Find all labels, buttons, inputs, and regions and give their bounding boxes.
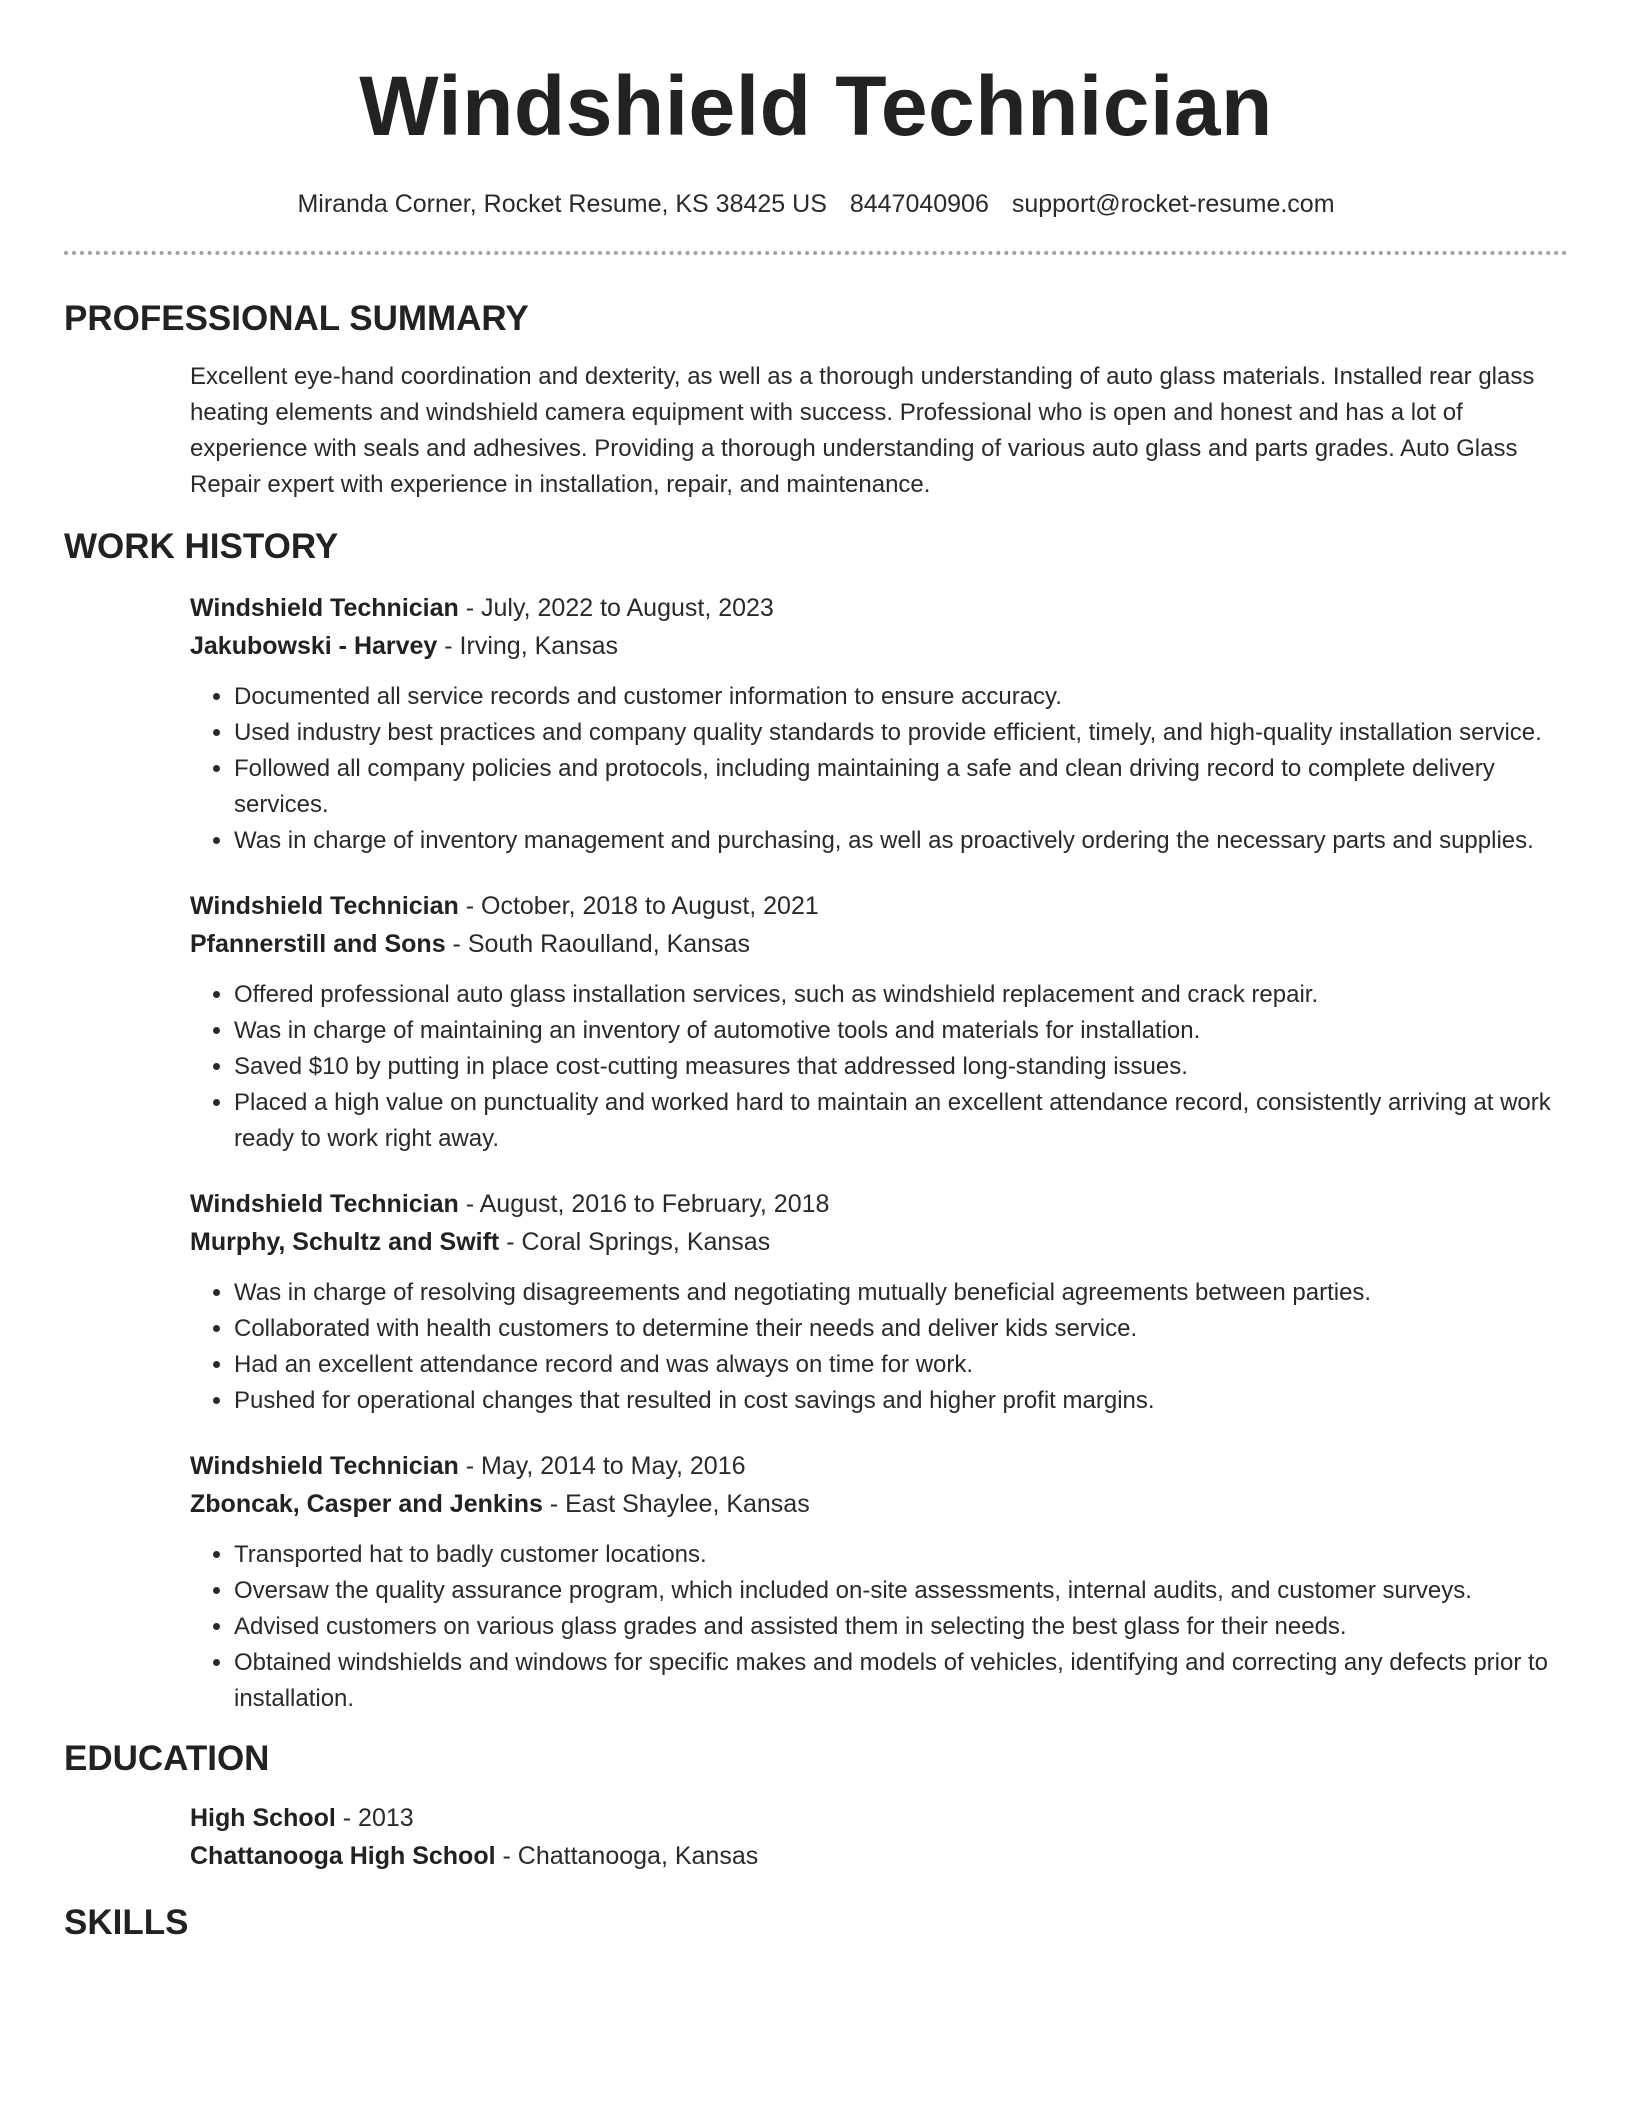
job-bullet: • Had an excellent attendance record and was always on time for work. <box>234 1347 1568 1383</box>
education-degree-line <box>190 1799 1568 1837</box>
job-title: Windshield Technician <box>190 594 459 622</box>
job-bullet: • Pushed for operational changes that resulted in cost savings and higher profit margins. <box>234 1383 1568 1419</box>
job-bullet: • Followed all company policies and protocols, including maintaining a safe and clean driving record to complete delivery services. <box>234 751 1568 823</box>
section-heading-summary: PROFESSIONAL SUMMARY <box>64 299 529 338</box>
job-bullet: • Saved $10 by putting in place cost-cutting measures that addressed long-standing issues. <box>234 1049 1568 1085</box>
work-history-list <box>64 589 1568 1717</box>
job-bullets <box>190 679 1568 859</box>
job-bullet: • Was in charge of maintaining an inventory of automotive tools and materials for installation. <box>234 1013 1568 1049</box>
job-entry <box>190 589 1568 859</box>
job-entry <box>190 887 1568 1157</box>
job-company: Pfannerstill and Sons <box>190 930 446 958</box>
contact-line <box>64 190 1568 219</box>
education-location: - Chattanooga, Kansas <box>495 1842 759 1870</box>
resume-title: Windshield Technician <box>359 59 1273 153</box>
job-bullets <box>190 1537 1568 1717</box>
job-company-line <box>190 1223 1568 1261</box>
job-location: - East Shaylee, Kansas <box>542 1490 810 1518</box>
job-bullet: • Oversaw the quality assurance program, which included on-site assessments, internal audits, and customer surveys. <box>234 1573 1568 1609</box>
job-bullet: • Placed a high value on punctuality and worked hard to maintain an excellent attendance record, consistently arriving at work ready to work right away. <box>234 1085 1568 1157</box>
job-title-line <box>190 589 1568 627</box>
job-title: Windshield Technician <box>190 892 459 920</box>
job-dates: - August, 2016 to February, 2018 <box>458 1190 830 1218</box>
job-bullet: • Advised customers on various glass grades and assisted them in selecting the best glass for their needs. <box>234 1609 1568 1645</box>
section-heading-education: EDUCATION <box>64 1739 270 1778</box>
job-bullet: • Collaborated with health customers to determine their needs and deliver kids service. <box>234 1311 1568 1347</box>
job-bullets <box>190 1275 1568 1419</box>
job-bullet: • Used industry best practices and company quality standards to provide efficient, timely, and high-quality installation service. <box>234 715 1568 751</box>
contact-phone: 8447040906 <box>849 190 989 218</box>
job-location: - South Raoulland, Kansas <box>445 930 750 958</box>
job-title: Windshield Technician <box>190 1190 459 1218</box>
job-dates: - July, 2022 to August, 2023 <box>458 594 774 622</box>
job-title: Windshield Technician <box>190 1452 459 1480</box>
job-company-line <box>190 925 1568 963</box>
section-heading-work-history: WORK HISTORY <box>64 527 339 566</box>
job-company: Zboncak, Casper and Jenkins <box>190 1490 543 1518</box>
summary-text: Excellent eye-hand coordination and dexterity, as well as a thorough understanding of auto glass materials. Installed rear glass heating elements and windshield camera equipment with success. Professional who is open and honest and has a lot of experience with seals and adhesives. Providing a thorough understanding of various auto glass and parts grades. Auto Glass Repair expert with experience in installation, repair, and maintenance. <box>190 363 1535 498</box>
job-bullet: • Documented all service records and customer information to ensure accuracy. <box>234 679 1568 715</box>
job-bullet: • Transported hat to badly customer locations. <box>234 1537 1568 1573</box>
job-entry <box>190 1185 1568 1419</box>
job-company-line <box>190 627 1568 665</box>
job-dates: - October, 2018 to August, 2021 <box>458 892 819 920</box>
job-bullets <box>190 977 1568 1157</box>
header-divider <box>64 251 1568 255</box>
job-title-line <box>190 1447 1568 1485</box>
contact-email: support@rocket-resume.com <box>1011 190 1335 218</box>
job-location: - Coral Springs, Kansas <box>499 1228 771 1256</box>
job-title-line <box>190 1185 1568 1223</box>
job-location: - Irving, Kansas <box>437 632 618 660</box>
job-company-line <box>190 1485 1568 1523</box>
job-company: Murphy, Schultz and Swift <box>190 1228 500 1256</box>
job-dates: - May, 2014 to May, 2016 <box>458 1452 746 1480</box>
job-bullet: • Offered professional auto glass installation services, such as windshield replacement and crack repair. <box>234 977 1568 1013</box>
job-company: Jakubowski - Harvey <box>190 632 438 660</box>
job-bullet: • Obtained windshields and windows for specific makes and models of vehicles, identifying and correcting any defects prior to installation. <box>234 1645 1568 1717</box>
job-title-line <box>190 887 1568 925</box>
education-year: - 2013 <box>335 1804 414 1832</box>
education-degree: High School <box>190 1804 336 1832</box>
job-entry <box>190 1447 1568 1717</box>
section-heading-skills: SKILLS <box>64 1903 189 1942</box>
education-entry <box>64 1799 1568 1875</box>
contact-address: Miranda Corner, Rocket Resume, KS 38425 US <box>297 190 827 218</box>
job-bullet: • Was in charge of inventory management and purchasing, as well as proactively ordering the necessary parts and supplies. <box>234 823 1568 859</box>
education-school-line <box>190 1837 1568 1875</box>
job-bullet: • Was in charge of resolving disagreements and negotiating mutually beneficial agreements between parties. <box>234 1275 1568 1311</box>
education-school: Chattanooga High School <box>190 1842 496 1870</box>
